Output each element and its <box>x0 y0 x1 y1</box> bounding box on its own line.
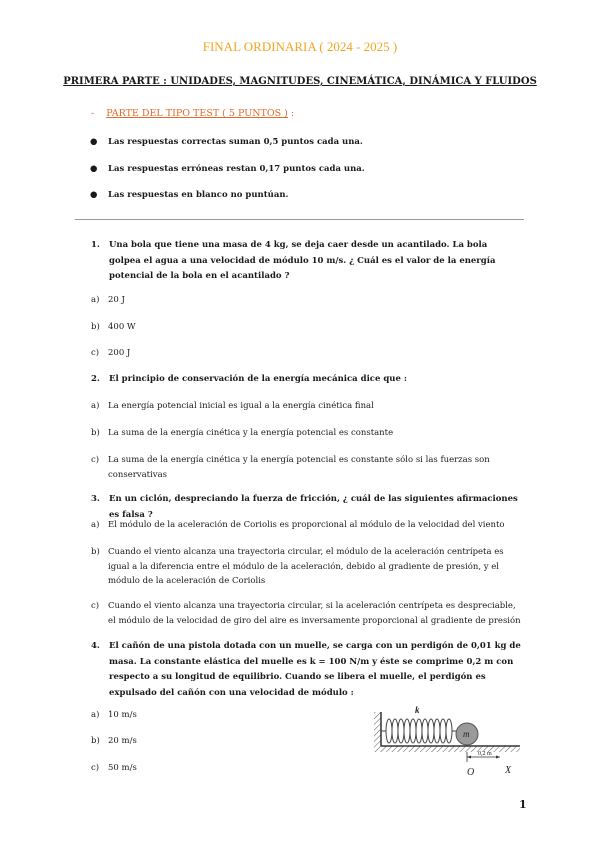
question-1 <box>91 238 521 285</box>
option-letter: b) <box>91 547 100 557</box>
test-heading-suffix: : <box>287 108 295 119</box>
heading-dash: - <box>91 108 95 119</box>
option-2b <box>91 426 521 441</box>
origin-label: O <box>467 767 475 778</box>
option-text: 200 J <box>108 348 131 358</box>
question-text: El principio de conservación de la energía mecánica dice que : <box>109 374 407 384</box>
option-letter: a) <box>91 710 100 720</box>
option-text: 20 m/s <box>108 736 137 746</box>
option-letter: c) <box>91 763 100 773</box>
bullet: ● <box>90 164 98 174</box>
floor-hatch <box>374 746 520 752</box>
option-3a <box>91 518 521 533</box>
question-number: 2. <box>91 374 100 384</box>
option-letter: b) <box>91 736 100 746</box>
option-text: Cuando el viento alcanza una trayectoria circular, el módulo de la aceleración centrípeta es igual a la diferencia entre el módulo de la aceleración, debido al gradiente de presión, y el módulo de la aceleración de Coriolis <box>108 547 504 586</box>
page-number: 1 <box>519 798 527 811</box>
option-text: 50 m/s <box>108 763 137 773</box>
page-title: FINAL ORDINARIA ( 2024 - 2025 ) <box>202 39 398 54</box>
option-letter: a) <box>91 520 100 530</box>
test-heading-text: PARTE DEL TIPO TEST ( 5 PUNTOS ) <box>106 108 288 119</box>
rule-text: Las respuestas en blanco no puntúan. <box>108 190 289 200</box>
question-text: Una bola que tiene una masa de 4 kg, se deja caer desde un acantilado. La bola golpea el agua a una velocidad de módulo 10 m/s. ¿ Cuál es el valor de la energía potencial de la bola en el acantilado ? <box>109 240 496 281</box>
test-section-heading <box>91 108 294 119</box>
option-text: Cuando el viento alcanza una trayectoria circular, si la aceleración centrípeta es despreciable, el módulo de la velocidad de giro del aire es inversamente proporcional al gradiente de presión <box>108 601 521 626</box>
distance-arrow-left <box>467 756 471 759</box>
option-text: 20 J <box>108 295 125 305</box>
option-text: El módulo de la aceleración de Coriolis es proporcional al módulo de la velocidad del viento <box>108 520 505 530</box>
option-letter: b) <box>91 322 100 332</box>
wall-hatch <box>374 712 381 746</box>
option-3b <box>91 545 521 589</box>
question-text: En un ciclón, despreciando la fuerza de fricción, ¿ cuál de las siguientes afirmaciones es falsa ? <box>109 494 518 520</box>
option-1b <box>91 320 521 335</box>
distance-arrow-right <box>496 756 500 759</box>
option-1a <box>91 293 521 308</box>
option-1c <box>91 346 521 361</box>
spring-coil <box>381 719 456 743</box>
axis-label: X <box>505 765 512 776</box>
section-subtitle: PRIMERA PARTE : UNIDADES, MAGNITUDES, CINEMÁTICA, DINÁMICA Y FLUIDOS <box>63 76 537 87</box>
option-letter: a) <box>91 295 100 305</box>
question-number: 1. <box>91 240 100 250</box>
option-text: La suma de la energía cinética y la energía potencial es constante sólo si las fuerzas son conservativas <box>108 455 490 480</box>
option-text: La suma de la energía cinética y la energía potencial es constante <box>108 428 394 438</box>
option-letter: c) <box>91 348 100 358</box>
option-3c <box>91 599 521 628</box>
rule-text: Las respuestas correctas suman 0,5 puntos cada una. <box>108 137 363 147</box>
mass-label: m <box>463 729 470 739</box>
spring-constant-label: k <box>415 705 420 715</box>
option-text: La energía potencial inicial es igual a la energía cinética final <box>108 401 374 411</box>
rule-text: Las respuestas erróneas restan 0,17 puntos cada una. <box>108 164 365 174</box>
bullet: ● <box>90 137 98 147</box>
question-number: 3. <box>91 494 100 504</box>
option-text: 10 m/s <box>108 710 137 720</box>
bullet: ● <box>90 190 98 200</box>
option-letter: b) <box>91 428 100 438</box>
option-letter: a) <box>91 401 100 411</box>
question-text: El cañón de una pistola dotada con un muelle, se carga con un perdigón de 0,01 kg de masa. La constante elástica del muelle es k = 100 N/m y éste se comprime 0,2 m con respecto a su longitud de equilibrio. Cuando se libera el muelle, el perdigón es expulsado del cañón con una velocidad de módulo : <box>109 641 521 698</box>
option-2c <box>91 453 521 482</box>
option-text: 400 W <box>108 322 136 332</box>
question-2 <box>91 372 521 388</box>
question-number: 4. <box>91 641 100 651</box>
spring-mass-figure <box>370 700 520 778</box>
distance-label: 0,2 m <box>478 751 492 757</box>
divider <box>75 219 524 220</box>
question-4 <box>91 639 521 701</box>
option-letter: c) <box>91 601 100 611</box>
option-2a <box>91 399 521 414</box>
option-letter: c) <box>91 455 100 465</box>
